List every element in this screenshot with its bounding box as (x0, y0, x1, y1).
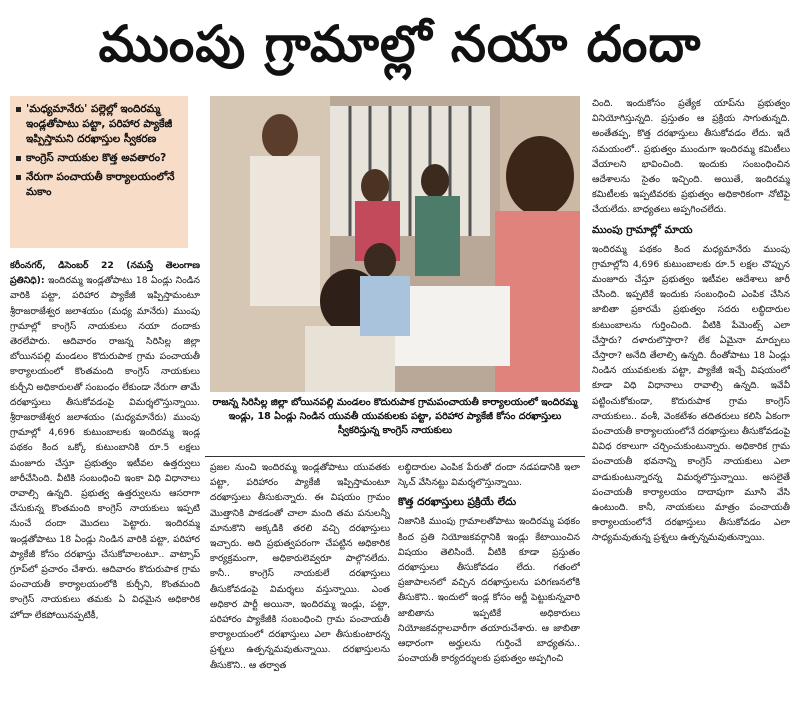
highlight-item: 'మధ్యమానేరు' పల్లెల్లో ఇందిరమ్మ ఇండ్లతోపాటు పట్టా, పరిహార ప్యాకేజీ ఇప్పిస్తామని దరఖాస్తుల స్వీకరణ (16, 102, 182, 147)
photo-illustration (210, 96, 580, 392)
body-text: చింది. ఇందుకోసం ప్రత్యేక యాప్‌ను ప్రభుత్వం వినియోగిస్తున్నది. ప్రస్తుతం ఆ ప్రక్రియ సాగుతున్నది. అంతేతప్ప, కొత్త దరఖాస్తులు తీసుకోవడం లేదు. ఇదే సమయంలో.. ప్రభుత్వం ముందుగా ఇందిరమ్మ కమిటీలు వేయాలని భావించింది. ఇందుకు సంబంధించిన ఆదేశాలను సైతం ఇచ్చింది. అయితే, ఇందిరమ్మ కమిటీలకు ఇప్పటివరకు ప్రభుత్వం అధికారికంగా నోటిఫై చేయలేదు. బాధ్యతలు అప్పగించలేదు. (592, 98, 790, 216)
body-text: నిజానికి ముంపు గ్రామాలతోపాటు ఇందిరమ్మ పథకం కింద ప్రతి నియోజకవర్గానికి ఇండ్లు కేటాయించిన విషయం తెలిసిందే. వీటికి కూడా ప్రస్తుతం దరఖాస్తులు తీసుకోవడం లేదు. గతంలో ప్రజాపాలనలో వచ్చిన దరఖాస్తులను పరిగణనలోకి తీసుకొని.. ఇందులో ఇండ్ల కోసం అర్జీ పెట్టుకున్నవారి జాబితాను ఇప్పటికే అధికారులు నియోజకవర్గాలవారీగా తయారుచేశారు. ఆ జాబితా ఆధారంగా అర్హులను గుర్తించే బాధ్యతను.. పంచాయతీ కార్యదర్శులకు ప్రభుత్వం అప్పగించి (398, 516, 580, 665)
column-1 (10, 258, 200, 712)
highlight-item: నేరుగా పంచాయతీ కార్యాలయంలోనే మకాం (16, 170, 182, 200)
body-text: ఇందిరమ్మ పథకం కింద మధ్యమానేరు ముంపు గ్రామాల్లోని 4,696 కుటుంబాలకు రూ.5 లక్షల చొప్పున మంజూరు చేస్తూ ప్రభుత్వం ఇటీవల ఆదేశాలు జారీ చేసింది. ఇప్పటికే ఇందుకు సంబంధించి ఎంపిక చేసిన జాబితా ప్రకారమే ప్రభుత్వం సదరు లబ్ధిదారుల కుటుంబాలను గుర్తించింది. వీటికి పేమెంట్స్ ఎలా చేస్తారు? దళారులొస్తారా? లేక ఏమైనా మార్పులు చేస్తారా? అనేది తేలాల్సి ఉన్నది. దీంతోపాటు 18 ఏండ్లు నిండిన యువకులకు పట్టా, ప్యాకేజీ ఇచ్చే విషయంలో కూడా విధి విధానాలు రావాల్సి ఉన్నది. ఇవేవీ పట్టించుకోకుండా, కొదురుపాక గ్రామ కాంగ్రెస్ నాయకులు.. వంశీ, వెంకటేశం తదితరులు కలిసి ఏకంగా పంచాయతీ కార్యాలయంలోనే దరఖాస్తులు తీసుకోవడంపై వివిధ రకాలుగా చర్చించుకుంటున్నారు. అధికారిక గ్రామ పంచాయతీ భవనాన్ని కాంగ్రెస్ నాయకులు ఎలా వాడుకుంటున్నారన్న విమర్శలొస్తున్నాయి. అసలైతే పంచాయతీ కార్యాలయం దాదాపుగా మూసి వేసి ఉంటుంది. కానీ, నాయకులు మాత్రం పంచాయతీ కార్యాలయంలోనే దరఖాస్తులు తీసుకోవడం ఎలా సాధ్యమవుతున్న ప్రశ్నలు ఉత్పన్నమవుతున్నాయి. (592, 243, 790, 544)
body-text: ప్రజల నుంచి ఇందిరమ్మ ఇండ్లతోపాటు యువతకు పట్టా, పరిహారం ప్యాకేజీ ఇప్పిస్తామంటూ దరఖాస్తులు తీసుకున్నారు. ఈ విషయం గ్రామం మొత్తానికి పాకడంతో చాలా మంది తమ పనులన్నీ మానుకొని అక్కడికి తరలి వచ్చి దరఖాస్తులు ఇచ్చారు. అది ప్రభుత్వపరంగా చేపట్టిన అధికారిక కార్యక్రమంగా, అధికారులెవ్వరూ పాల్గొనలేదు. కానీ.. కాంగ్రెస్ నాయకులే దరఖాస్తులు తీసుకోవడంపై విమర్శలు వస్తున్నాయి. ఎంత అధికార పార్టీ అయినా, ఇందిరమ్మ ఇండ్లు, పట్టా, పరిహారం ప్యాకేజీకి సంబంధించి గ్రామ పంచాయతీ కార్యాలయంలో దరఖాస్తులు ఎలా తీసుకుంటారన్న ప్రశ్నలు ఉత్పన్నమవుతున్నాయి. దరఖాస్తులను తీసుకొని.. ఆ తర్వాత (210, 462, 390, 671)
column-4 (592, 96, 790, 712)
photo-caption: రాజన్న సిరిసిల్ల జిల్లా బోయినపల్లి మండలం కొదురుపాక గ్రామపంచాయతీ కార్యాలయంలో ఇందిరమ్మ ఇండ్లు, 18 ఏండ్లు నిండిన యువతీ యువకులకు పట్టా, పరిహార ప్యాకేజీ కోసం దరఖాస్తులు స్వీకరిస్తున్న కాంగ్రెస్ నాయకులు (212, 397, 578, 436)
highlights-box (10, 96, 188, 248)
dateline: కరీంనగర్, డిసెంబర్ 22 (నమస్తే తెలంగాణ ప్రతినిధి): (10, 260, 200, 287)
body-text: లబ్ధిదారుల ఎంపిక పేరుతో దందా నడపడానికి ఇలా స్కెచ్ వేసినట్టు విమర్శలొస్తున్నాయి. (398, 462, 580, 489)
divider (205, 456, 585, 457)
subheading: ముంపు గ్రామాల్లో మాయ (592, 223, 693, 236)
column-2 (210, 460, 390, 712)
headline: ముంపు గ్రామాల్లో నయా దందా (98, 14, 702, 73)
column-3 (398, 460, 580, 712)
news-photo (210, 96, 580, 392)
subheading: కొత్త దరఖాస్తులు ప్రక్రియే లేదు (398, 496, 517, 509)
highlight-item: కాంగ్రెస్ నాయకుల కొత్త అవతారం? (16, 151, 182, 166)
body-text: ఇందిరమ్మ ఇండ్లతోపాటు 18 ఏండ్లు నిండిన వారికి పట్టా, పరిహార ప్యాకేజీ ఇప్పిస్తామంటూ శ్రీరాజరాజేశ్వర జలాశయం (మధ్య మానేరు) ముంపు గ్రామాల్లో కాంగ్రెస్ నాయకులు నయా దందాకు తెరలేపారు. ఆదివారం రాజన్న సిరిసిల్ల జిల్లా బోయినపల్లి మండలం కొదురుపాక గ్రామ పంచాయతీ కార్యాలయంలో కొంతమంది కాంగ్రెస్ నాయకులు కుర్చీని అధికారులతో సంబంధం లేకుండా నేరుగా తామే దరఖాస్తులు తీసుకోవడంపై విమర్శలొస్తున్నాయి. శ్రీరాజరాజేశ్వర జలాశయం (మధ్యమానేరు) ముంపు గ్రామాల్లో 4,696 కుటుంబాలకు ఇందిరమ్మ ఇండ్ల పథకం కింద ఒక్కో కుటుంబానికి రూ.5 లక్షలు మంజూరు చేస్తూ ప్రభుత్వం ఇటీవల ఉత్తర్వులు జారీచేసింది. వీటికి సంబంధించి ఇంకా విధి విధానాలు రావాల్సి ఉన్నది. ప్రభుత్వ ఉత్తర్వులను ఆసరాగా చేసుకున్న కొంతమంది కాంగ్రెస్ నాయకులు ఇప్పటి నుంచే దందా మొదలు పెట్టారు. ఇందిరమ్మ ఇండ్లతోపాటు 18 ఏండ్లు నిండిన వారికి పట్టా, పరిహార ప్యాకేజీ కోసం దరఖాస్తు చేసుకోవాలంటూ.. వాట్సాప్ గ్రూప్‌లో ప్రచారం చేశారు. ఆదివారం కొదురుపాక గ్రామ పంచాయతీ కార్యాలయంలోకి కుర్చీని, కొంతమంది కాంగ్రెస్ నాయకులు తమకు ఏ విధమైన అధికారిక హోదా లేకపోయినప్పటికీ, (10, 275, 200, 621)
